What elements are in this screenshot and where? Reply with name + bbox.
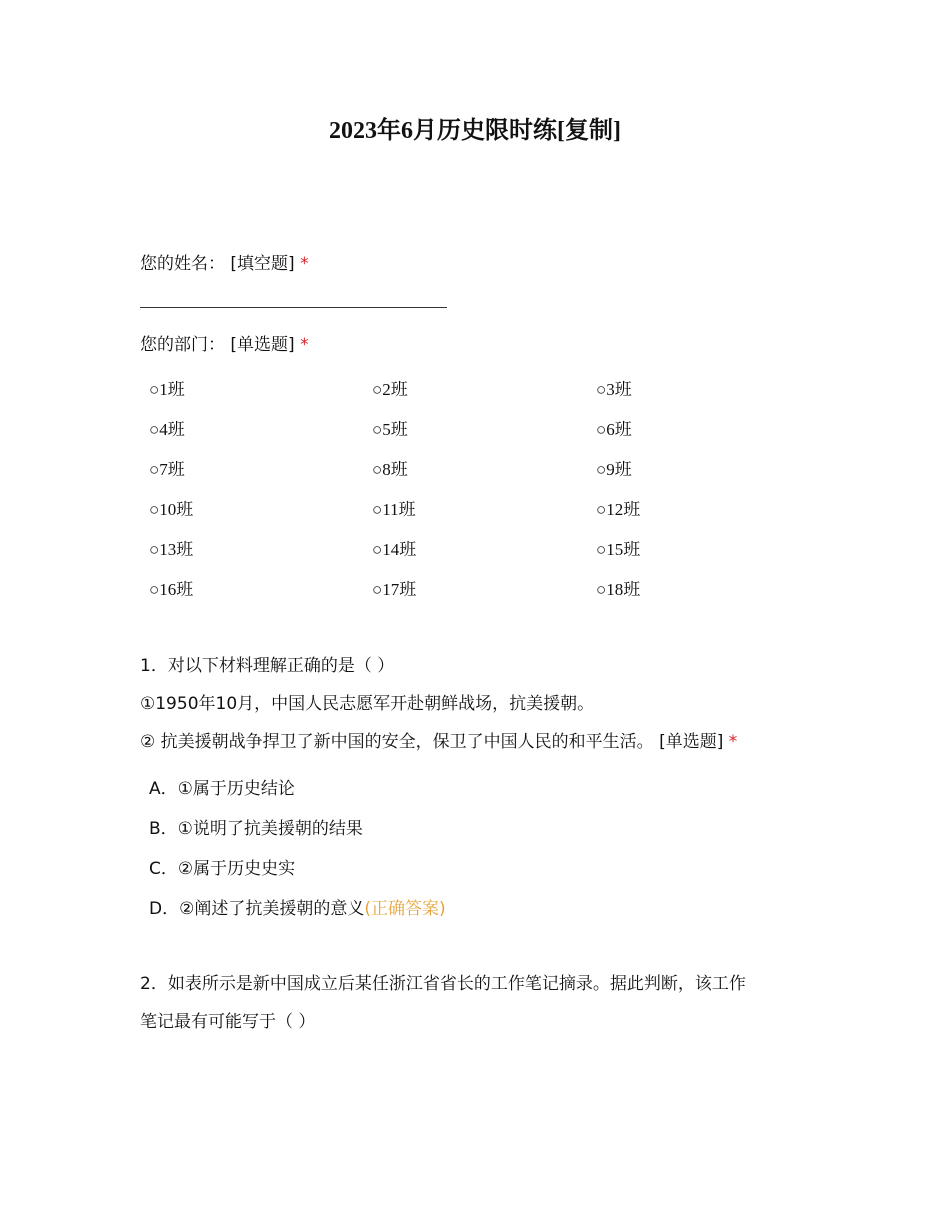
dept-option[interactable]: ○16班: [149, 580, 194, 599]
q1-stem: 1．对以下材料理解正确的是（ ）: [140, 656, 395, 676]
q1-material-2-text: ② 抗美援朝战争捍卫了新中国的安全，保卫了中国人民的和平生活。: [140, 732, 654, 752]
name-input-line[interactable]: [140, 307, 447, 308]
dept-option[interactable]: ○14班: [372, 540, 417, 559]
q1-choice-b[interactable]: B．①说明了抗美援朝的结果: [149, 819, 363, 839]
correct-answer-note: (正确答案): [364, 899, 446, 919]
q1-choice-a[interactable]: A．①属于历史结论: [149, 779, 295, 799]
dept-option[interactable]: ○17班: [372, 580, 417, 599]
dept-option[interactable]: ○7班: [149, 460, 185, 479]
q2-stem-line-2: 笔记最有可能写于（ ）: [140, 1012, 316, 1032]
dept-question-type: [单选题]: [230, 335, 295, 355]
page-title: 2023年6月历史限时练[复制]: [329, 118, 621, 144]
q1-material-1: ①1950年10月，中国人民志愿军开赴朝鲜战场，抗美援朝。: [140, 694, 595, 714]
dept-option[interactable]: ○3班: [596, 380, 632, 399]
dept-option[interactable]: ○12班: [596, 500, 641, 519]
dept-option[interactable]: ○11班: [372, 500, 416, 519]
dept-option[interactable]: ○2班: [372, 380, 408, 399]
q1-choice-d[interactable]: [149, 897, 446, 921]
dept-option[interactable]: ○1班: [149, 380, 185, 399]
dept-option[interactable]: ○15班: [596, 540, 641, 559]
dept-option[interactable]: ○6班: [596, 420, 632, 439]
dept-option[interactable]: ○9班: [596, 460, 632, 479]
q1-choice-c[interactable]: C．②属于历史史实: [149, 859, 296, 879]
dept-option[interactable]: ○13班: [149, 540, 194, 559]
name-question: [140, 252, 309, 276]
dept-question: [140, 333, 309, 357]
dept-required-mark: *: [300, 335, 309, 355]
q1-choice-d-text: D．②阐述了抗美援朝的意义: [149, 899, 365, 919]
name-question-type: [填空题]: [230, 254, 295, 274]
q2-stem-line-1: 2．如表所示是新中国成立后某任浙江省省长的工作笔记摘录。据此判断，该工作: [140, 974, 746, 994]
q1-material-2: [140, 730, 737, 754]
q1-required-mark: *: [728, 732, 738, 752]
dept-option[interactable]: ○8班: [372, 460, 408, 479]
dept-option[interactable]: ○18班: [596, 580, 641, 599]
q1-question-type: [单选题]: [659, 732, 724, 752]
dept-option[interactable]: ○5班: [372, 420, 408, 439]
name-required-mark: *: [300, 254, 309, 274]
dept-option[interactable]: ○10班: [149, 500, 194, 519]
dept-label: 您的部门：: [140, 335, 225, 355]
dept-option[interactable]: ○4班: [149, 420, 185, 439]
name-label: 您的姓名：: [140, 254, 225, 274]
